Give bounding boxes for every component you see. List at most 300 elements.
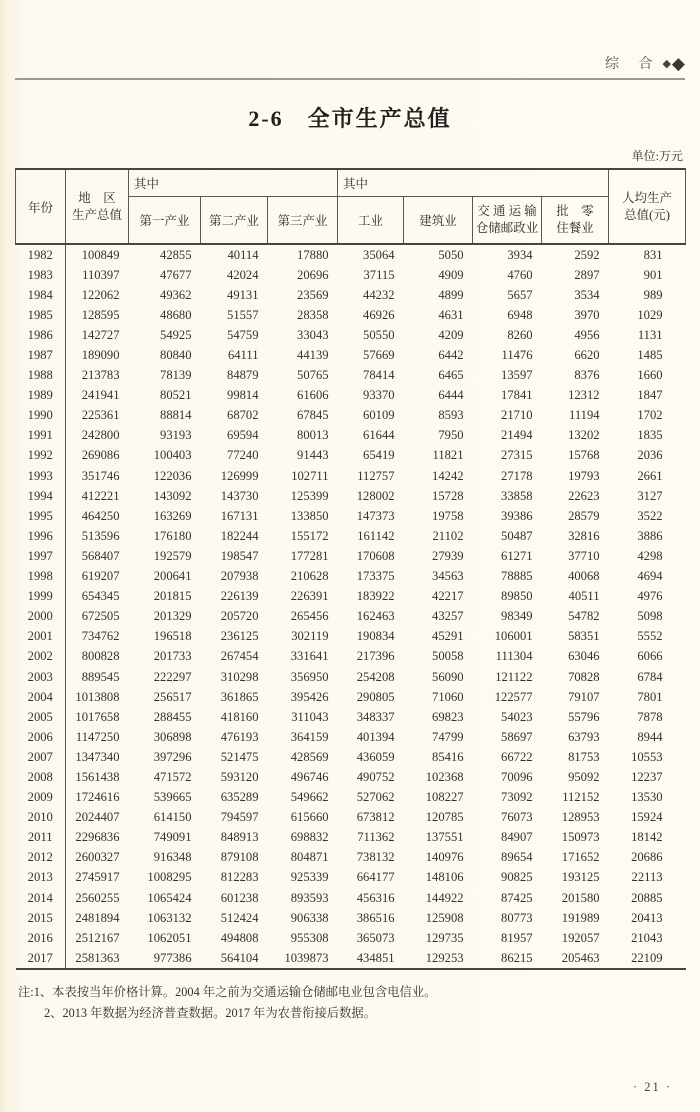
value-cell: 831 bbox=[643, 247, 663, 262]
value-cell: 20686 bbox=[631, 850, 663, 865]
value-cell: 4760 bbox=[507, 267, 533, 282]
value-cell: 122577 bbox=[494, 689, 533, 704]
note-line-2: 2、2013 年数据为经济普查数据。2017 年为农普衔接后数据。 bbox=[44, 1006, 377, 1021]
year-cell: 2017 bbox=[16, 948, 66, 969]
value-cell: 79107 bbox=[568, 689, 600, 704]
value-cell: 1039873 bbox=[284, 950, 329, 965]
value-cell: 84879 bbox=[227, 368, 259, 383]
value-cell: 14242 bbox=[432, 468, 464, 483]
value-cell: 193125 bbox=[561, 870, 600, 885]
table-row bbox=[16, 426, 686, 446]
value-cell: 177281 bbox=[290, 548, 329, 563]
value-cell: 6620 bbox=[574, 348, 600, 363]
value-cell: 2745917 bbox=[75, 870, 120, 885]
value-cell: 88814 bbox=[160, 408, 192, 423]
year-cell: 1988 bbox=[16, 366, 66, 386]
value-cell: 54759 bbox=[227, 327, 259, 342]
value-cell: 11194 bbox=[568, 408, 600, 423]
col-header-of-which-1: 其中 bbox=[129, 169, 338, 197]
year-cell: 2006 bbox=[16, 727, 66, 747]
year-cell: 2008 bbox=[16, 767, 66, 787]
diamond-small-icon: ◆ bbox=[662, 58, 671, 70]
value-cell: 40114 bbox=[227, 247, 259, 262]
table-row bbox=[16, 285, 686, 305]
value-cell: 85416 bbox=[432, 749, 464, 764]
value-cell: 47677 bbox=[160, 267, 192, 282]
value-cell: 539665 bbox=[153, 790, 192, 805]
year-cell: 2003 bbox=[16, 667, 66, 687]
value-cell: 11821 bbox=[432, 448, 464, 463]
masthead-rule bbox=[15, 78, 685, 80]
value-cell: 58697 bbox=[501, 729, 533, 744]
value-cell: 112152 bbox=[562, 790, 600, 805]
value-cell: 3886 bbox=[637, 528, 663, 543]
value-cell: 19793 bbox=[568, 468, 600, 483]
value-cell: 800828 bbox=[81, 649, 120, 664]
value-cell: 40068 bbox=[568, 569, 600, 584]
value-cell: 619207 bbox=[81, 569, 120, 584]
value-cell: 434851 bbox=[356, 950, 395, 965]
col-header-primary: 第一产业 bbox=[129, 197, 201, 245]
value-cell: 78885 bbox=[501, 569, 533, 584]
value-cell: 15768 bbox=[568, 448, 600, 463]
value-cell: 1561438 bbox=[75, 769, 120, 784]
value-cell: 18142 bbox=[631, 830, 663, 845]
value-cell: 140976 bbox=[425, 850, 464, 865]
value-cell: 63046 bbox=[568, 649, 600, 664]
value-cell: 80840 bbox=[160, 348, 192, 363]
value-cell: 226391 bbox=[290, 589, 329, 604]
value-cell: 8376 bbox=[574, 368, 600, 383]
value-cell: 91443 bbox=[297, 448, 329, 463]
value-cell: 794597 bbox=[220, 810, 259, 825]
value-cell: 351746 bbox=[81, 468, 120, 483]
value-cell: 205463 bbox=[561, 950, 600, 965]
year-cell: 1995 bbox=[16, 506, 66, 526]
value-cell: 137551 bbox=[425, 830, 464, 845]
value-cell: 476193 bbox=[220, 729, 259, 744]
value-cell: 125399 bbox=[290, 488, 329, 503]
value-cell: 1347340 bbox=[75, 749, 120, 764]
value-cell: 69594 bbox=[227, 428, 259, 443]
value-cell: 901 bbox=[643, 267, 663, 282]
value-cell: 89850 bbox=[501, 589, 533, 604]
value-cell: 17880 bbox=[297, 247, 329, 262]
year-cell: 1986 bbox=[16, 325, 66, 345]
value-cell: 147373 bbox=[356, 508, 395, 523]
value-cell: 217396 bbox=[356, 649, 395, 664]
value-cell: 288455 bbox=[153, 709, 192, 724]
value-cell: 6465 bbox=[438, 368, 464, 383]
value-cell: 6444 bbox=[438, 388, 464, 403]
year-cell: 1982 bbox=[16, 244, 66, 265]
value-cell: 201329 bbox=[153, 609, 192, 624]
value-cell: 78414 bbox=[363, 368, 395, 383]
value-cell: 2560255 bbox=[75, 890, 120, 905]
table-row bbox=[16, 928, 686, 948]
value-cell: 6442 bbox=[438, 348, 464, 363]
value-cell: 54925 bbox=[160, 327, 192, 342]
value-cell: 48680 bbox=[160, 307, 192, 322]
value-cell: 93370 bbox=[363, 388, 395, 403]
value-cell: 102711 bbox=[291, 468, 329, 483]
value-cell: 100849 bbox=[81, 247, 120, 262]
value-cell: 198547 bbox=[220, 548, 259, 563]
value-cell: 5098 bbox=[637, 609, 663, 624]
value-cell: 46926 bbox=[363, 307, 395, 322]
value-cell: 77240 bbox=[227, 448, 259, 463]
masthead bbox=[15, 52, 685, 76]
value-cell: 63793 bbox=[568, 729, 600, 744]
value-cell: 5050 bbox=[438, 247, 464, 262]
value-cell: 64111 bbox=[227, 348, 259, 363]
value-cell: 6066 bbox=[637, 649, 663, 664]
value-cell: 226139 bbox=[220, 589, 259, 604]
value-cell: 80013 bbox=[297, 428, 329, 443]
value-cell: 311043 bbox=[291, 709, 329, 724]
value-cell: 2897 bbox=[574, 267, 600, 282]
value-cell: 348337 bbox=[356, 709, 395, 724]
value-cell: 549662 bbox=[290, 790, 329, 805]
col-header-of-which-2: 其中 bbox=[338, 169, 609, 197]
table-row bbox=[16, 908, 686, 928]
value-cell: 173375 bbox=[356, 569, 395, 584]
value-cell: 45291 bbox=[432, 629, 464, 644]
value-cell: 4694 bbox=[637, 569, 663, 584]
value-cell: 12312 bbox=[568, 388, 600, 403]
table-row bbox=[16, 305, 686, 325]
value-cell: 108227 bbox=[425, 790, 464, 805]
year-cell: 1987 bbox=[16, 345, 66, 365]
table-row bbox=[16, 647, 686, 667]
value-cell: 49131 bbox=[227, 287, 259, 302]
value-cell: 162463 bbox=[356, 609, 395, 624]
value-cell: 2581363 bbox=[75, 950, 120, 965]
value-cell: 155172 bbox=[290, 528, 329, 543]
value-cell: 13597 bbox=[501, 368, 533, 383]
year-cell: 2000 bbox=[16, 607, 66, 627]
value-cell: 89654 bbox=[501, 850, 533, 865]
value-cell: 148106 bbox=[425, 870, 464, 885]
table-row bbox=[16, 506, 686, 526]
value-cell: 15728 bbox=[432, 488, 464, 503]
value-cell: 69823 bbox=[432, 709, 464, 724]
year-cell: 1989 bbox=[16, 386, 66, 406]
year-cell: 2013 bbox=[16, 868, 66, 888]
value-cell: 125908 bbox=[425, 910, 464, 925]
value-cell: 356950 bbox=[290, 669, 329, 684]
value-cell: 7950 bbox=[438, 428, 464, 443]
value-cell: 58351 bbox=[568, 629, 600, 644]
value-cell: 200641 bbox=[153, 569, 192, 584]
table-row bbox=[16, 546, 686, 566]
value-cell: 365073 bbox=[356, 930, 395, 945]
value-cell: 6948 bbox=[507, 307, 533, 322]
value-cell: 812283 bbox=[220, 870, 259, 885]
value-cell: 889545 bbox=[81, 669, 120, 684]
value-cell: 192057 bbox=[561, 930, 600, 945]
value-cell: 222297 bbox=[153, 669, 192, 684]
value-cell: 13530 bbox=[631, 790, 663, 805]
value-cell: 80773 bbox=[501, 910, 533, 925]
table-row bbox=[16, 627, 686, 647]
value-cell: 4956 bbox=[574, 327, 600, 342]
value-cell: 395426 bbox=[290, 689, 329, 704]
value-cell: 49362 bbox=[160, 287, 192, 302]
year-cell: 1984 bbox=[16, 285, 66, 305]
value-cell: 2024407 bbox=[75, 810, 120, 825]
table-row bbox=[16, 828, 686, 848]
value-cell: 66722 bbox=[501, 749, 533, 764]
value-cell: 22623 bbox=[568, 488, 600, 503]
table-row bbox=[16, 265, 686, 285]
value-cell: 128953 bbox=[561, 810, 600, 825]
value-cell: 2036 bbox=[637, 448, 663, 463]
value-cell: 593120 bbox=[220, 769, 259, 784]
value-cell: 673812 bbox=[356, 810, 395, 825]
value-cell: 22113 bbox=[631, 870, 663, 885]
col-header-secondary: 第二产业 bbox=[201, 197, 268, 245]
value-cell: 265456 bbox=[290, 609, 329, 624]
value-cell: 102368 bbox=[425, 769, 464, 784]
value-cell: 163269 bbox=[153, 508, 192, 523]
value-cell: 4899 bbox=[438, 287, 464, 302]
year-cell: 1998 bbox=[16, 567, 66, 587]
value-cell: 3970 bbox=[574, 307, 600, 322]
value-cell: 672505 bbox=[81, 609, 120, 624]
value-cell: 71060 bbox=[432, 689, 464, 704]
value-cell: 144922 bbox=[425, 890, 464, 905]
value-cell: 183922 bbox=[356, 589, 395, 604]
value-cell: 302119 bbox=[291, 629, 329, 644]
value-cell: 804871 bbox=[290, 850, 329, 865]
notes bbox=[18, 982, 685, 1024]
value-cell: 191989 bbox=[561, 910, 600, 925]
value-cell: 635289 bbox=[220, 790, 259, 805]
gdp-table bbox=[15, 168, 686, 970]
table-row bbox=[16, 667, 686, 687]
year-cell: 2007 bbox=[16, 747, 66, 767]
value-cell: 236125 bbox=[220, 629, 259, 644]
value-cell: 412221 bbox=[81, 488, 120, 503]
value-cell: 2481894 bbox=[75, 910, 120, 925]
value-cell: 564104 bbox=[220, 950, 259, 965]
value-cell: 142727 bbox=[81, 327, 120, 342]
value-cell: 1147250 bbox=[75, 729, 120, 744]
value-cell: 20885 bbox=[631, 890, 663, 905]
value-cell: 513596 bbox=[81, 528, 120, 543]
value-cell: 37710 bbox=[568, 548, 600, 563]
value-cell: 190834 bbox=[356, 629, 395, 644]
value-cell: 70828 bbox=[568, 669, 600, 684]
year-cell: 2011 bbox=[16, 828, 66, 848]
value-cell: 1029 bbox=[637, 307, 663, 322]
value-cell: 27315 bbox=[501, 448, 533, 463]
value-cell: 456316 bbox=[356, 890, 395, 905]
value-cell: 76073 bbox=[501, 810, 533, 825]
diamond-large-icon: ◆ bbox=[671, 54, 685, 73]
value-cell: 42855 bbox=[160, 247, 192, 262]
col-header-year: 年份 bbox=[16, 169, 66, 244]
value-cell: 42217 bbox=[432, 589, 464, 604]
table-row bbox=[16, 466, 686, 486]
value-cell: 2600327 bbox=[75, 850, 120, 865]
value-cell: 128002 bbox=[356, 488, 395, 503]
value-cell: 749091 bbox=[153, 830, 192, 845]
value-cell: 78139 bbox=[160, 368, 192, 383]
value-cell: 110397 bbox=[82, 267, 120, 282]
value-cell: 490752 bbox=[356, 769, 395, 784]
value-cell: 521475 bbox=[220, 749, 259, 764]
value-cell: 1013808 bbox=[75, 689, 120, 704]
value-cell: 22109 bbox=[631, 950, 663, 965]
value-cell: 42024 bbox=[227, 267, 259, 282]
value-cell: 8944 bbox=[637, 729, 663, 744]
table-row bbox=[16, 767, 686, 787]
value-cell: 182244 bbox=[220, 528, 259, 543]
value-cell: 4209 bbox=[438, 327, 464, 342]
value-cell: 256517 bbox=[153, 689, 192, 704]
page-title: 2-6 全市生产总值 bbox=[248, 106, 452, 131]
value-cell: 81753 bbox=[568, 749, 600, 764]
value-cell: 3522 bbox=[637, 508, 663, 523]
value-cell: 10553 bbox=[631, 749, 663, 764]
value-cell: 386516 bbox=[356, 910, 395, 925]
value-cell: 65419 bbox=[363, 448, 395, 463]
value-cell: 61606 bbox=[297, 388, 329, 403]
value-cell: 2661 bbox=[637, 468, 663, 483]
value-cell: 4909 bbox=[438, 267, 464, 282]
value-cell: 34563 bbox=[432, 569, 464, 584]
value-cell: 3534 bbox=[574, 287, 600, 302]
value-cell: 112757 bbox=[357, 468, 395, 483]
value-cell: 50765 bbox=[297, 368, 329, 383]
value-cell: 906338 bbox=[290, 910, 329, 925]
value-cell: 51557 bbox=[227, 307, 259, 322]
value-cell: 21494 bbox=[501, 428, 533, 443]
value-cell: 201580 bbox=[561, 890, 600, 905]
value-cell: 50058 bbox=[432, 649, 464, 664]
value-cell: 167131 bbox=[220, 508, 259, 523]
value-cell: 310298 bbox=[220, 669, 259, 684]
col-header-transport: 交 通 运 输 仓储邮政业 bbox=[473, 197, 542, 245]
value-cell: 512424 bbox=[220, 910, 259, 925]
unit-label: 单位:万元 bbox=[631, 149, 683, 163]
value-cell: 527062 bbox=[356, 790, 395, 805]
value-cell: 11476 bbox=[501, 348, 533, 363]
value-cell: 128595 bbox=[81, 307, 120, 322]
value-cell: 28358 bbox=[297, 307, 329, 322]
value-cell: 734762 bbox=[81, 629, 120, 644]
value-cell: 20696 bbox=[297, 267, 329, 282]
value-cell: 614150 bbox=[153, 810, 192, 825]
value-cell: 33858 bbox=[501, 488, 533, 503]
value-cell: 17841 bbox=[501, 388, 533, 403]
value-cell: 121122 bbox=[495, 669, 533, 684]
value-cell: 664177 bbox=[356, 870, 395, 885]
value-cell: 879108 bbox=[220, 850, 259, 865]
value-cell: 61644 bbox=[363, 428, 395, 443]
value-cell: 916348 bbox=[153, 850, 192, 865]
value-cell: 21043 bbox=[631, 930, 663, 945]
value-cell: 13202 bbox=[568, 428, 600, 443]
value-cell: 361865 bbox=[220, 689, 259, 704]
table-row bbox=[16, 567, 686, 587]
value-cell: 133850 bbox=[290, 508, 329, 523]
value-cell: 3127 bbox=[637, 488, 663, 503]
year-cell: 2012 bbox=[16, 848, 66, 868]
value-cell: 28579 bbox=[568, 508, 600, 523]
value-cell: 80521 bbox=[160, 388, 192, 403]
value-cell: 143092 bbox=[153, 488, 192, 503]
year-cell: 1997 bbox=[16, 546, 66, 566]
table-row bbox=[16, 687, 686, 707]
value-cell: 8593 bbox=[438, 408, 464, 423]
value-cell: 738132 bbox=[356, 850, 395, 865]
table-body bbox=[16, 244, 686, 969]
value-cell: 44139 bbox=[297, 348, 329, 363]
value-cell: 54782 bbox=[568, 609, 600, 624]
value-cell: 100403 bbox=[153, 448, 192, 463]
value-cell: 143730 bbox=[220, 488, 259, 503]
year-cell: 1985 bbox=[16, 305, 66, 325]
value-cell: 397296 bbox=[153, 749, 192, 764]
value-cell: 4298 bbox=[637, 548, 663, 563]
col-header-gdp: 地 区 生产总值 bbox=[66, 169, 129, 244]
value-cell: 5657 bbox=[507, 287, 533, 302]
year-cell: 1983 bbox=[16, 265, 66, 285]
value-cell: 1702 bbox=[637, 408, 663, 423]
value-cell: 81957 bbox=[501, 930, 533, 945]
year-cell: 2005 bbox=[16, 707, 66, 727]
year-cell: 1991 bbox=[16, 426, 66, 446]
table-row bbox=[16, 888, 686, 908]
table-row bbox=[16, 587, 686, 607]
year-cell: 2010 bbox=[16, 808, 66, 828]
value-cell: 120785 bbox=[425, 810, 464, 825]
value-cell: 267454 bbox=[220, 649, 259, 664]
value-cell: 1724616 bbox=[75, 790, 120, 805]
value-cell: 70096 bbox=[501, 769, 533, 784]
value-cell: 27939 bbox=[432, 548, 464, 563]
value-cell: 170608 bbox=[356, 548, 395, 563]
value-cell: 989 bbox=[643, 287, 663, 302]
col-header-retail: 批 零 住餐业 bbox=[542, 197, 609, 245]
value-cell: 84907 bbox=[501, 830, 533, 845]
year-cell: 1994 bbox=[16, 486, 66, 506]
value-cell: 242800 bbox=[81, 428, 120, 443]
value-cell: 331641 bbox=[290, 649, 329, 664]
value-cell: 1835 bbox=[637, 428, 663, 443]
table-row bbox=[16, 848, 686, 868]
year-cell: 2016 bbox=[16, 928, 66, 948]
table-row bbox=[16, 868, 686, 888]
value-cell: 171652 bbox=[561, 850, 600, 865]
year-cell: 2001 bbox=[16, 627, 66, 647]
value-cell: 428569 bbox=[290, 749, 329, 764]
value-cell: 8260 bbox=[507, 327, 533, 342]
value-cell: 57669 bbox=[363, 348, 395, 363]
year-cell: 2002 bbox=[16, 647, 66, 667]
value-cell: 56090 bbox=[432, 669, 464, 684]
value-cell: 90825 bbox=[501, 870, 533, 885]
value-cell: 189090 bbox=[81, 348, 120, 363]
year-cell: 2014 bbox=[16, 888, 66, 908]
value-cell: 977386 bbox=[153, 950, 192, 965]
table-row bbox=[16, 345, 686, 365]
value-cell: 122062 bbox=[81, 287, 120, 302]
value-cell: 364159 bbox=[290, 729, 329, 744]
